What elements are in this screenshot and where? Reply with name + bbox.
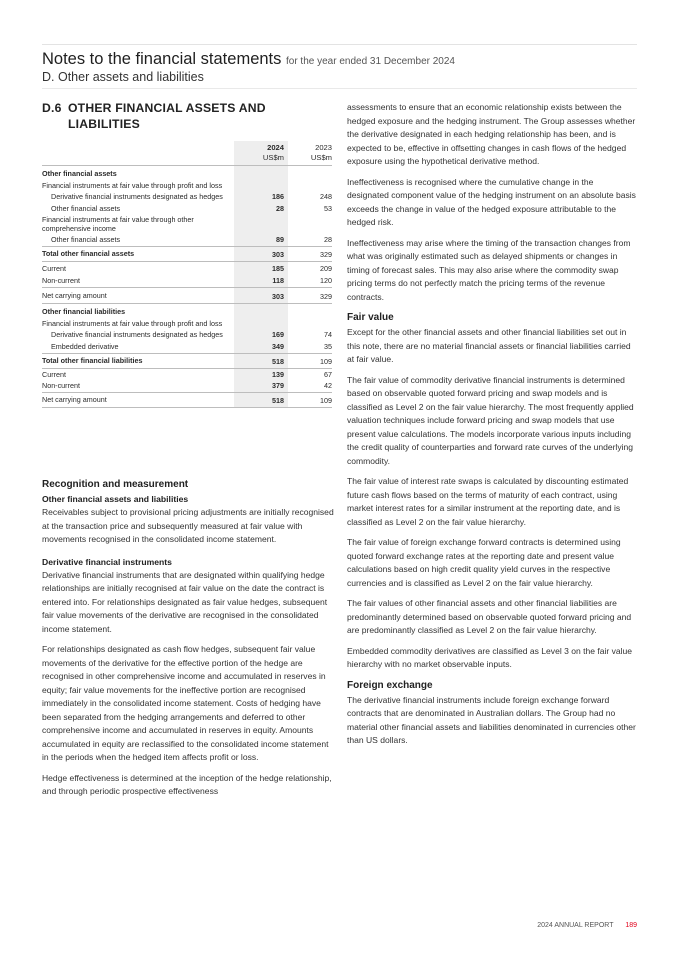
col-2024-header	[234, 141, 288, 166]
value-2024: 185	[234, 262, 288, 275]
table-row	[42, 287, 332, 303]
row-label: Total other financial liabilities	[42, 353, 234, 368]
table-row	[42, 318, 332, 329]
value-2024: 89	[234, 234, 288, 246]
table-row	[42, 341, 332, 353]
left-body-text	[42, 478, 334, 806]
paragraph: Derivative financial instruments that are designated within qualifying hedge relationships are initially recognised at fair value on the date the contract is entered into. For relationships designated as fair value hedges, subsequent fair value movements of the derivative are recognised in the consolidated income statement.	[42, 569, 328, 634]
row-label: Non-current	[42, 275, 234, 287]
row-label: Other financial liabilities	[42, 306, 126, 316]
row-label: Other financial assets	[42, 169, 117, 178]
value-2024: 303	[234, 246, 288, 261]
dfi-heading: Derivative financial instruments	[42, 556, 172, 567]
paragraph: The fair value of interest rate swaps is calculated by discounting estimated future cash flows based on the terms of maturity of each contract, using market interest rates for a similar instrument at the reporting date, and is classified as Level 2 on the fair value hierarchy.	[347, 476, 629, 527]
note-title: OTHER FINANCIAL ASSETS AND LIABILITIES	[68, 101, 266, 131]
value-2023: 28	[288, 234, 332, 246]
table-row	[42, 234, 332, 246]
value-2024: 169	[234, 330, 288, 341]
page-footer	[537, 922, 637, 929]
paragraph: Ineffectiveness may arise where the timing of the transaction changes from what was originally estimated such as delayed shipments or changes in timing of forecast sales. This may also arise where the commodity swap pricing terms do not perfectly match the pricing terms of the revenue contracts.	[347, 237, 631, 302]
right-column	[347, 101, 637, 755]
paragraph: Ineffectiveness is recognised where the cumulative change in the designated component value of the hedging instrument on an absolute basis exceeds the change in value of the hedged exposure attributable to the hedged risk.	[347, 176, 636, 227]
value-2023: 74	[324, 330, 332, 340]
row-label: Other financial assets	[51, 203, 121, 213]
value-2024: 379	[234, 380, 288, 392]
value-2023: 329	[288, 287, 332, 303]
section-title: D. Other assets and liabilities	[42, 70, 204, 84]
page-number: 189	[625, 922, 637, 929]
col-2023-unit: US$m	[310, 153, 332, 162]
table-header-row	[42, 141, 332, 166]
row-label: Derivative financial instruments designated as hedges	[51, 330, 223, 340]
paragraph: assessments to ensure that an economic relationship exists between the hedged exposure and the hedging instrument. The Group assesses whether the derivative designated in each hedging relationship has been, and is expected to be, effective in offsetting changes in cash flows of the hedged exposure using the hypothetical derivative method.	[347, 102, 636, 166]
value-2024: 349	[234, 341, 288, 353]
note-heading	[42, 100, 332, 132]
paragraph: The fair value of foreign exchange forward contracts is determined using quoted forward exchange rates at the reporting date and present value calculations based on high credit quality yield curves in the respective currencies and is classified as Level 2 on the fair value hierarchy.	[347, 537, 621, 588]
value-2024: 139	[234, 369, 288, 381]
paragraph: Embedded commodity derivatives are classified as Level 3 on the fair value hierarchy with no market observable inputs.	[347, 645, 633, 669]
paragraph: The fair values of other financial assets and other financial liabilities are predominantly determined based on observable quoted forward pricing and are predominantly classified as Level 2 on the fair value hierarchy.	[347, 598, 632, 635]
table-row	[42, 392, 332, 407]
value-2023: 109	[288, 392, 332, 407]
paragraph: The fair value of commodity derivative financial instruments is determined based on observable quoted forward pricing and swap models and is classified as Level 2 on the fair value hierarchy. The most frequently applied valuation techniques include forward pricing and swap models that use present value calculations. The models incorporate various inputs including the credit quality of counterparties and forward rate curves of the underlying commodity.	[347, 374, 634, 466]
row-label: Financial instruments at fair value through profit and loss	[42, 180, 223, 190]
left-column	[42, 100, 332, 408]
row-label: Non-current	[42, 380, 234, 392]
fx-heading: Foreign exchange	[347, 679, 433, 691]
value-2024: 303	[234, 287, 288, 303]
value-2024: 518	[234, 392, 288, 407]
row-label: Current	[42, 264, 66, 274]
paragraph: Receivables subject to provisional pricing adjustments are initially recognised at the transaction price and subsequently measured at fair value with movements recognised in the consolidated income statement.	[42, 507, 334, 544]
table-row	[42, 330, 332, 341]
col-2024-year: 2024	[267, 143, 284, 152]
value-2023: 109	[288, 353, 332, 368]
table-row	[42, 380, 332, 392]
row-label: Total other financial assets	[42, 246, 234, 261]
col-2024-unit: US$m	[262, 153, 284, 162]
value-2023: 120	[288, 275, 332, 287]
other-fa-heading: Other financial assets and liabilities	[42, 494, 189, 504]
table-row	[42, 203, 332, 214]
table-row-total	[42, 353, 332, 368]
paragraph: The derivative financial instruments include foreign exchange forward contracts that are denominated in Australian dollars. The Group had no material other financial assets and liabilities denominated in currencies other than US dollars.	[347, 694, 636, 745]
value-2023: 329	[288, 246, 332, 261]
row-label: Other financial assets	[42, 234, 234, 246]
value-2024: 28	[234, 203, 288, 214]
table-row-total	[42, 246, 332, 261]
table-row	[42, 303, 332, 318]
value-2023: 248	[320, 192, 332, 202]
row-label: Financial instruments at fair value through other comprehensive income	[42, 215, 194, 233]
table-row	[42, 369, 332, 381]
note-number: D.6	[42, 101, 62, 115]
fair-value-heading: Fair value	[347, 312, 394, 323]
header-rule	[42, 88, 637, 89]
paragraph: Hedge effectiveness is determined at the inception of the hedge relationship, and through periodic prospective effectiveness	[42, 772, 332, 796]
value-2023: 53	[324, 203, 332, 213]
col-2023-year: 2023	[315, 143, 332, 152]
row-label: Derivative financial instruments designated as hedges	[51, 192, 223, 202]
table-row	[42, 262, 332, 275]
paragraph: For relationships designated as cash flow hedges, subsequent fair value movements of the derivative for the effective portion of the hedge are recognised in other comprehensive income and accumulated in reserves in equity; fair value movements for the ineffective portion are recognised immediately in the consolidated income statement. Costs of hedging have been separated from the hedging arrangements and deferred to other comprehensive income and accumulated in reserves in equity. Amounts accumulated in equity are reclassified to the consolidated income statement in the periods when the hedged item affects profit or loss.	[42, 644, 329, 762]
value-2023: 67	[324, 369, 332, 379]
recognition-heading: Recognition and measurement	[42, 479, 189, 490]
row-label: Net carrying amount	[42, 392, 234, 407]
row-label: Embedded derivative	[42, 341, 234, 353]
table-row	[42, 215, 332, 235]
col-2023-header	[288, 141, 332, 166]
paragraph: Except for the other financial assets and other financial liabilities set out in this note, there are no material financial assets or financial liabilities carried at fair value.	[347, 327, 631, 364]
table-row	[42, 275, 332, 287]
row-label: Net carrying amount	[42, 287, 234, 303]
table-row	[42, 166, 332, 181]
top-rule	[42, 44, 637, 45]
page-title	[42, 50, 455, 69]
row-label: Financial instruments at fair value through profit and loss	[42, 318, 223, 328]
value-2024: 518	[234, 353, 288, 368]
page-title-text: Notes to the financial statements	[42, 50, 282, 68]
value-2023: 209	[320, 264, 332, 274]
page-title-period: for the year ended 31 December 2024	[285, 56, 455, 67]
row-label: Current	[42, 369, 66, 379]
value-2023: 42	[288, 380, 332, 392]
value-2023: 35	[288, 341, 332, 353]
value-2024: 186	[234, 192, 288, 203]
table-row	[42, 192, 332, 203]
table-row	[42, 180, 332, 191]
value-2024: 118	[234, 275, 288, 287]
footer-report: 2024 ANNUAL REPORT	[537, 922, 614, 929]
financial-table	[42, 141, 332, 408]
